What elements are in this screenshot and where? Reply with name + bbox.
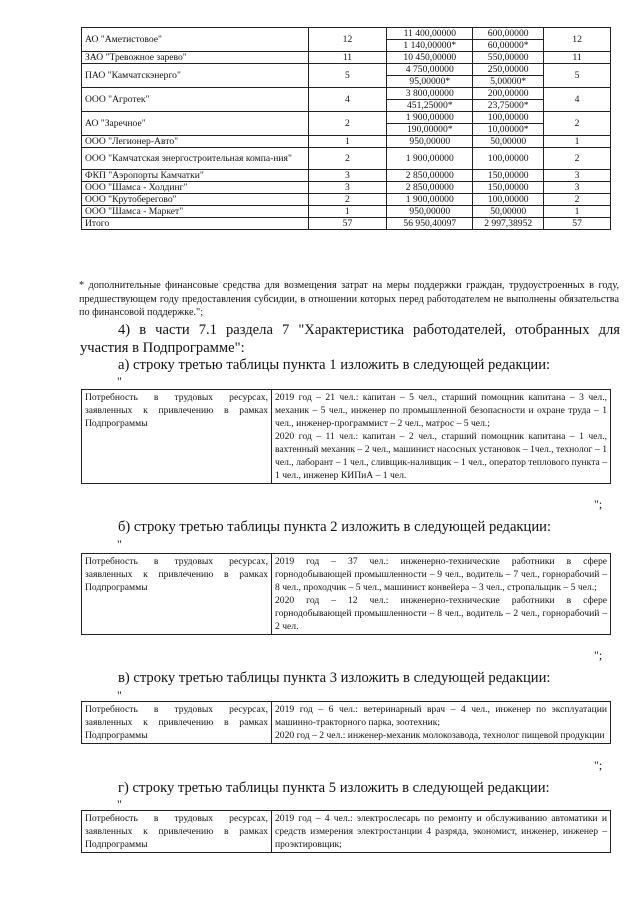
section-a-heading: а) строку третью таблицы пункта 1 изложить в следующей редакции: (118, 357, 551, 373)
subsidy-cell: 50,00000 (473, 136, 544, 148)
quote-open: " (117, 374, 122, 388)
quote-close: "; (594, 497, 603, 511)
subsidy-cell: 550,00000 (473, 52, 544, 64)
amount-cell: 3 800,00000 (387, 88, 473, 100)
company-name: ООО "Агротек" (82, 88, 309, 112)
amount-cell: 950,00000 (387, 136, 473, 148)
total-label: Итого (82, 218, 309, 230)
amount-cell: 1 900,00000 (387, 112, 473, 124)
subsidy-cell: 250,00000 (473, 64, 544, 76)
total-count: 57 (544, 218, 611, 230)
table-row (82, 206, 611, 218)
table-row (82, 194, 611, 206)
amount-cell: 1 900,00000 (387, 148, 473, 170)
count-cell: 2 (544, 112, 611, 136)
subsidy-extra-cell: 10,00000* (473, 124, 544, 136)
section-c-table (81, 701, 611, 744)
amount-extra-cell: 451,25000* (387, 100, 473, 112)
subsidy-cell: 100,00000 (473, 112, 544, 124)
needs-label: Потребность в трудовых ресурсах, заявленных к привлечению в рамках Подпрограммы (82, 554, 272, 635)
company-name: ООО "Легионер-Авто" (82, 136, 309, 148)
company-name: ООО "Камчатская энергостроительная компа-ния" (82, 148, 309, 170)
row-number: 12 (308, 28, 387, 52)
section-c-2019: 2019 год – 6 чел.: ветеринарный врач – 4 чел., инженер по эксплуатации машинно-тракторного парка, зоотехник; (275, 704, 607, 728)
section-d-2019: 2019 год – 4 чел.: электрослесарь по ремонту и обслуживанию автоматики и средств измерения электростанции 4 разряда, экономист, инженер, инженер – проэктировщик; (275, 813, 607, 850)
table-row (82, 64, 611, 76)
subsidy-cell: 100,00000 (473, 148, 544, 170)
section-c-heading: в) строку третью таблицы пункта 3 изложить в следующей редакции: (118, 670, 551, 686)
company-name: ФКП "Аэропорты Камчатки" (82, 170, 309, 182)
count-cell: 11 (544, 52, 611, 64)
subsidy-cell: 100,00000 (473, 194, 544, 206)
row-number: 1 (308, 136, 387, 148)
amount-cell: 2 850,00000 (387, 170, 473, 182)
amount-cell: 4 750,00000 (387, 64, 473, 76)
row-number: 11 (308, 52, 387, 64)
total-amount: 56 950,40097 (387, 218, 473, 230)
company-name: ООО "Шамса - Маркет" (82, 206, 309, 218)
subsidy-cell: 150,00000 (473, 182, 544, 194)
count-cell: 1 (544, 136, 611, 148)
section-a-2020: 2020 год – 11 чел.: капитан – 2 чел., старший помощник капитана – 1 чел., вахтенный механик – 2 чел., машинист насосных установок – 1чел., технолог – 1 чел., лаборант – 1 чел., сливщик-наливщик – 1 чел., оператор теплового пункта – 1 чел., инженер КИПиА – 1 чел. (275, 431, 607, 481)
section-d-heading: г) строку третью таблицы пункта 5 изложить в следующей редакции: (118, 780, 550, 796)
quote-close: "; (594, 648, 603, 662)
table-row (82, 28, 611, 40)
section-b-2020: 2020 год – 12 чел.: инженерно-технические работники в сфере горнодобывающей промышленности – 8 чел., водитель – 2 чел., горнорабочий – 2 чел. (275, 595, 607, 632)
amount-extra-cell: 95,00000* (387, 76, 473, 88)
count-cell: 3 (544, 170, 611, 182)
amount-cell: 1 900,00000 (387, 194, 473, 206)
row-number: 5 (308, 64, 387, 88)
table-row (82, 170, 611, 182)
amount-extra-cell: 1 140,00000* (387, 40, 473, 52)
footnote: * дополнительные финансовые средства для возмещения затрат на меры поддержки граждан, трудоустроенных в году, предшествующем году предоставления субсидии, в отношении которых перед работодателем не выполнены обязательства по финансовой поддержке."; (79, 280, 619, 318)
quote-open: " (117, 537, 122, 551)
needs-label: Потребность в трудовых ресурсах, заявленных к привлечению в рамках Подпрограммы (82, 811, 272, 853)
needs-label: Потребность в трудовых ресурсах, заявленных к привлечению в рамках Подпрограммы (82, 390, 272, 484)
section-a-2019: 2019 год – 21 чел.: капитан – 5 чел., старший помощник капитана – 3 чел., механик – 5 чел., инженер по промышленной безопасности и охране труда – 1 чел., инженер-программист – 2 чел., матрос – 5 чел.; (275, 392, 607, 429)
company-name: ООО "Шамса - Холдинг" (82, 182, 309, 194)
quote-open: " (117, 797, 122, 811)
subsidy-extra-cell: 23,75000* (473, 100, 544, 112)
subsidy-cell: 600,00000 (473, 28, 544, 40)
amount-cell: 2 850,00000 (387, 182, 473, 194)
quote-close: "; (594, 758, 603, 772)
company-name: АО "Заречное" (82, 112, 309, 136)
table-row (82, 136, 611, 148)
row-number: 1 (308, 206, 387, 218)
table-row (82, 88, 611, 100)
count-cell: 4 (544, 88, 611, 112)
companies-table (81, 27, 611, 230)
subsidy-extra-cell: 5,00000* (473, 76, 544, 88)
count-cell: 2 (544, 148, 611, 170)
table-row (82, 148, 611, 170)
amount-extra-cell: 190,00000* (387, 124, 473, 136)
item-4-heading: 4) в части 7.1 раздела 7 "Характеристика работодателей, отобранных для участия в Подпрограмме": (80, 322, 620, 356)
table-row (82, 112, 611, 124)
section-c-2020: 2020 год – 2 чел.: инженер-механик молокозавода, технолог пищевой продукции (275, 730, 605, 741)
row-number: 2 (308, 148, 387, 170)
section-b-heading: б) строку третью таблицы пункта 2 изложить в следующей редакции: (118, 519, 552, 535)
section-d-table (81, 810, 611, 853)
row-number: 4 (308, 88, 387, 112)
company-name: ООО "Крутоберегово" (82, 194, 309, 206)
count-cell: 3 (544, 182, 611, 194)
subsidy-cell: 200,00000 (473, 88, 544, 100)
subsidy-cell: 150,00000 (473, 170, 544, 182)
count-cell: 12 (544, 28, 611, 52)
needs-label: Потребность в трудовых ресурсах, заявленных к привлечению в рамках Подпрограммы (82, 702, 272, 744)
company-name: ПАО "Камчатскэнерго" (82, 64, 309, 88)
section-a-table (81, 389, 611, 484)
row-number: 3 (308, 182, 387, 194)
quote-open: " (117, 688, 122, 702)
amount-cell: 10 450,00000 (387, 52, 473, 64)
table-row (82, 52, 611, 64)
amount-cell: 950,00000 (387, 206, 473, 218)
section-b-2019: 2019 год – 37 чел.: инженерно-технические работники в сфере горнодобывающей промышленности – 9 чел., водитель – 7 чел., горнорабочий – 8 чел., проходчик – 5 чел., машинист конвейера – 3 чел., стропальщик – 5 чел.; (275, 556, 607, 593)
total-number: 57 (308, 218, 387, 230)
count-cell: 1 (544, 206, 611, 218)
count-cell: 5 (544, 64, 611, 88)
table-total-row (82, 218, 611, 230)
company-name: АО "Аметистовое" (82, 28, 309, 52)
company-name: ЗАО "Тревожное зарево" (82, 52, 309, 64)
subsidy-extra-cell: 60,00000* (473, 40, 544, 52)
total-subsidy: 2 997,38952 (473, 218, 544, 230)
row-number: 2 (308, 194, 387, 206)
row-number: 3 (308, 170, 387, 182)
row-number: 2 (308, 112, 387, 136)
section-b-table (81, 553, 611, 635)
count-cell: 2 (544, 194, 611, 206)
table-row (82, 182, 611, 194)
amount-cell: 11 400,00000 (387, 28, 473, 40)
subsidy-cell: 50,00000 (473, 206, 544, 218)
